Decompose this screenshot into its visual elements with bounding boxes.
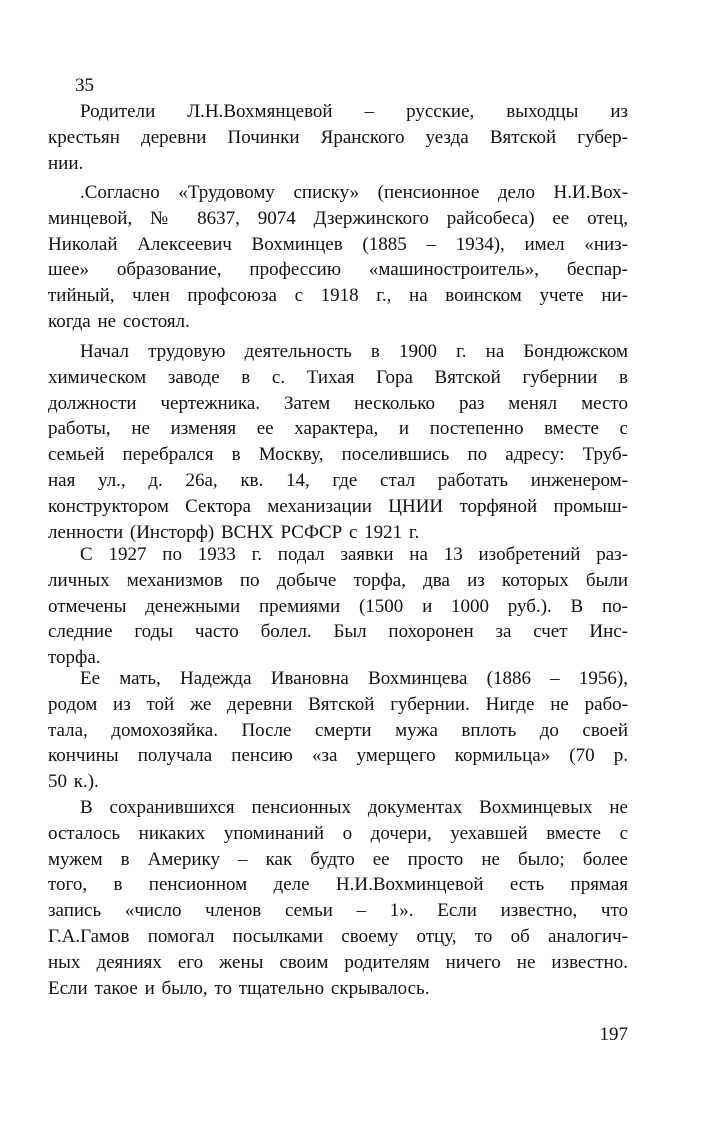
text-line: семьей перебрался в Москву, поселившись по адресу: Труб- bbox=[48, 444, 628, 466]
text-line: работы, не изменяя ее характера, и постепенно вместе с bbox=[48, 418, 628, 440]
text-line: родом из той же деревни Вятской губернии. Нигде не рабо- bbox=[48, 693, 628, 715]
text-line: кончины получала пенсию «за умерщего кормильца» (70 р. bbox=[48, 745, 628, 767]
text-line: отмечены денежными премиями (1500 и 1000 руб.). В по- bbox=[48, 595, 628, 617]
text-line: следние годы часто болел. Был похоронен за счет Инс- bbox=[48, 621, 628, 643]
text-line: конструктором Сектора механизации ЦНИИ торфяной промыш- bbox=[48, 495, 628, 517]
text-line: ная ул., д. 26а, кв. 14, где стал работать инженером- bbox=[48, 470, 628, 491]
text-line: В сохранившихся пенсионных документах Вохминцевых не bbox=[80, 797, 628, 818]
text-line: должности чертежника. Затем несколько раз менял место bbox=[48, 392, 628, 414]
text-line: Ее мать, Надежда Ивановна Вохминцева (1886 – 1956), bbox=[80, 668, 628, 689]
text-line: тийный, член профсоюза с 1918 г., на воинском учете ни- bbox=[48, 285, 628, 307]
text-line: Николай Алексеевич Вохминцев (1885 – 1934), имел «низ- bbox=[48, 233, 628, 255]
chapter-number: 35 bbox=[75, 75, 94, 96]
text-line: химическом заводе в с. Тихая Гора Вятской губернии в bbox=[48, 366, 628, 388]
text-line: ных деяниях его жены своим родителям ничего не известно. bbox=[48, 951, 628, 973]
text-line: Если такое и было, то тщательно скрывалось. bbox=[48, 977, 430, 999]
text-line: крестьян деревни Починки Яранского уезда Вятской губер- bbox=[48, 126, 628, 148]
text-line: когда не состоял. bbox=[48, 311, 190, 332]
text-line: Родители Л.Н.Вохмянцевой – русские, выходцы из bbox=[80, 101, 628, 122]
text-line: шее» образование, профессию «машиностроитель», беспар- bbox=[48, 259, 628, 281]
text-line: Начал трудовую деятельность в 1900 г. на Бондюжском bbox=[80, 341, 628, 362]
text-line: Г.А.Гамов помогал посылками своему отцу, то об аналогич- bbox=[48, 926, 628, 947]
text-line: ленности (Инсторф) ВСНХ РСФСР с 1921 г. bbox=[48, 521, 420, 543]
text-line: запись «число членов семьи – 1». Если известно, что bbox=[48, 900, 628, 922]
page-number: 197 bbox=[599, 1024, 628, 1045]
text-line: минцевой, № 8637, 9074 Дзержинского райсобеса) ее отец, bbox=[48, 207, 628, 229]
text-line: нии. bbox=[48, 152, 84, 174]
text-line: торфа. bbox=[48, 647, 101, 669]
text-line: осталось никаких упоминаний о дочери, уехавшей вместе с bbox=[48, 822, 628, 844]
text-line: того, в пенсионном деле Н.И.Вохминцевой есть прямая bbox=[48, 874, 628, 896]
text-line: С 1927 по 1933 г. подал заявки на 13 изобретений раз- bbox=[80, 544, 628, 565]
text-line: личных механизмов по добыче торфа, два из которых были bbox=[48, 569, 628, 591]
text-line: мужем в Америку – как будто ее просто не было; более bbox=[48, 848, 628, 870]
text-line: 50 к.). bbox=[48, 771, 99, 793]
text-line: .Согласно «Трудовому списку» (пенсионное дело Н.И.Вох- bbox=[80, 182, 628, 203]
text-line: тала, домохозяйка. После смерти мужа вплоть до своей bbox=[48, 719, 628, 741]
